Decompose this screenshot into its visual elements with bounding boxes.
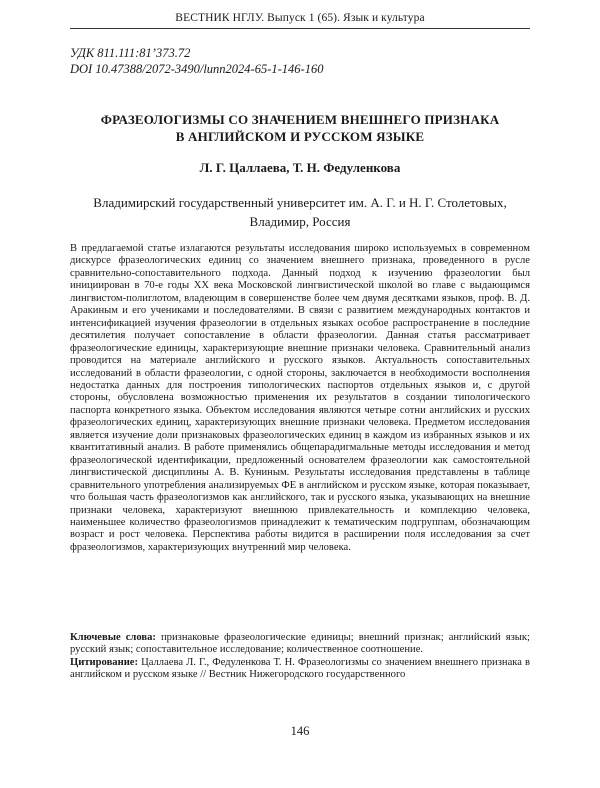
- keywords-text: признаковые фразеологические единицы; внешний признак; английский язык; русский язык; сопоставительное исследование; количественное соотношение.: [70, 632, 530, 656]
- abstract: В предлагаемой статье излагаются результаты исследования широко используемых в современном дискурсе фразеологических единиц со значением внешнего признака, проведенного в русле сравнительно-сопоставительного подхода. Данный подход к изучению фразеологии был инициирован в 70-е годы XX века Московской лингвистической школой во главе с выдающимся лингвистом-полиглотом, владеющим в совершенстве более чем двумя десятками языков, проф. В. Д. Аракиным и его учениками и последователями. В связи с развитием международных контактов и интенсификацией изучения фразеологии в отдельных языках особое распространение в последние десятилетия получает сопоставление в области фразеологии. Данная статья рассматривает фразеологические единицы, характеризующие внешние признаки человека. Сравнительный анализ проводится на материале английского и русского языков. Актуальность сопоставительных исследований в области фразеологии, с одной стороны, заключается в необходимости восполнения недостатка данных для построения типологических паспортов отдельных языков и, с другой стороны, обусловлена возможностью применения их результатов в создании типологического паспорта конкретного языка. Объектом исследования являются четыре сотни английских и русских фразеологических единиц, характеризующих внешние признаки человека. Предметом исследования является изучение доли признаковых фразеологических единиц в каждом из избранных языков и их квантитативный анализ. В работе применялись общепарадигмальные методы исследования и метод фразеологической идентификации, предложенный основателем фразеологии как самостоятельной лингвистической дисциплины А. В. Куниным. Результаты исследования представлены в таблице сравнительного употребления анализируемых ФЕ в английском и русском языке, которая показывает, что большая часть фразеологизмов как английского, так и русского языка, указывающих на внешние признаки человека, характеризуют внешнюю привлекательность и комплекцию человека, наименьшее количество фразеологизмов принадлежит к тематическим подгруппам, обозначающим возраст и рост человека. Перспектива работы видится в расширении поля исследования за счет фразеологизмов, характеризующих внутренний мир человека.: [70, 243, 530, 553]
- citation-label: Цитирование:: [70, 657, 139, 668]
- article-title-line-2: В АНГЛИЙСКОМ И РУССКОМ ЯЗЫКЕ: [175, 129, 425, 144]
- affiliation-line-1: Владимирский государственный университет им. А. Г. и Н. Г. Столетовых,: [93, 195, 507, 210]
- article-title: [70, 111, 530, 145]
- affiliation: [70, 193, 530, 231]
- authors: Л. Г. Цаллаева, Т. Н. Федуленкова: [199, 160, 401, 175]
- affiliation-line-2: Владимир, Россия: [249, 214, 351, 229]
- article-title-line-1: ФРАЗЕОЛОГИЗМЫ СО ЗНАЧЕНИЕМ ВНЕШНЕГО ПРИЗНАКА: [100, 112, 500, 127]
- keywords: [70, 632, 530, 657]
- article-metadata: [70, 45, 323, 77]
- doi: DOI 10.47388/2072-3490/lunn2024-65-1-146-160: [70, 62, 324, 76]
- keywords-label: Ключевые слова:: [70, 632, 156, 643]
- udc-code: УДК 811.111:81’373.72: [70, 46, 191, 60]
- page-number: 146: [290, 724, 310, 738]
- running-header: ВЕСТНИК НГЛУ. Выпуск 1 (65). Язык и культура: [70, 12, 530, 29]
- citation-text: Цаллаева Л. Г., Федуленкова Т. Н. Фразеологизмы со значением внешнего признака в английском и русском языке // Вестник Нижегородского государственного: [70, 657, 530, 681]
- citation: [70, 657, 530, 682]
